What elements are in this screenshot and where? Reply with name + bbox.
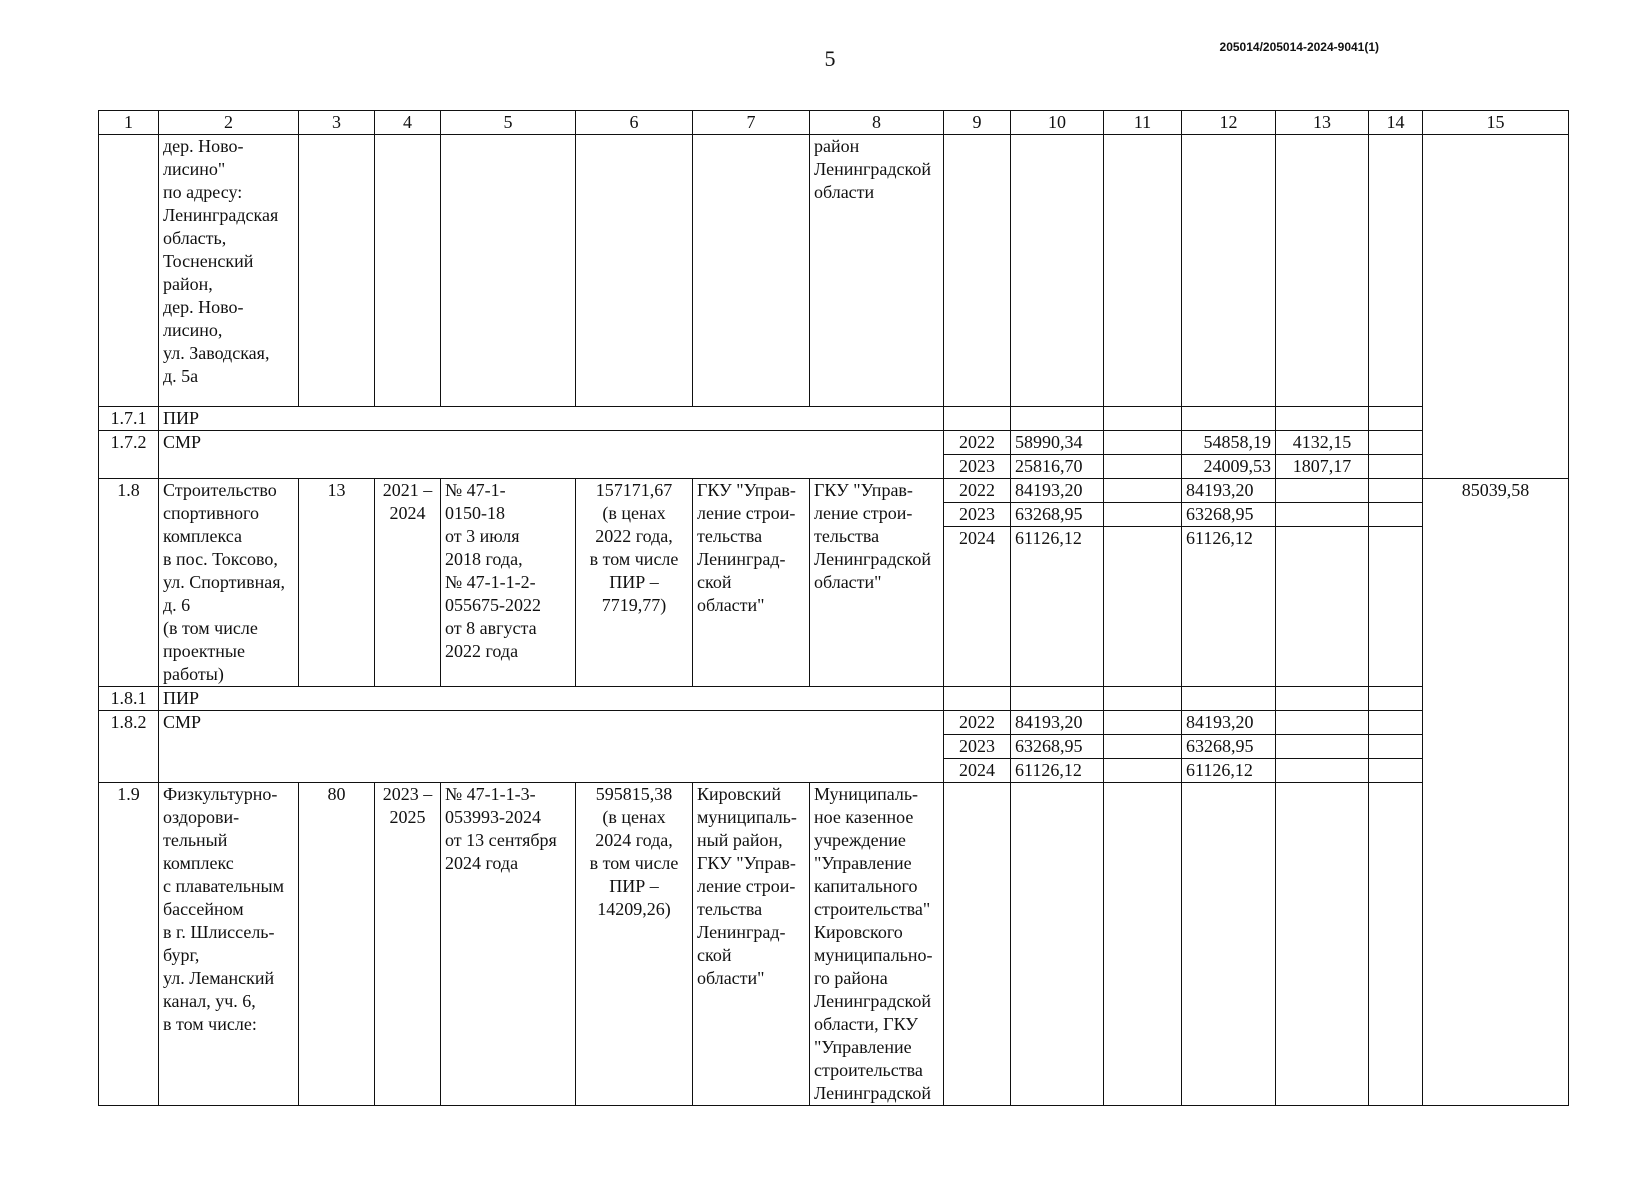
year-cell: 2023 xyxy=(944,735,1011,759)
year-cell: 2024 xyxy=(944,527,1011,687)
page-number: 5 xyxy=(824,46,836,71)
customer-cell: Муниципаль- ное казенное учреждение "Управление капитального строительства" Кировского муниципально- го района Ленинградской области, ГКУ "Управление строительства Ленинградской xyxy=(810,783,944,1106)
row-number: 1.7.2 xyxy=(99,431,159,479)
row-label: ПИР xyxy=(159,407,944,431)
customer-cell: ГКУ "Управ- ление строи- тельства Ленинградской области" xyxy=(810,479,944,687)
column-header: 3 xyxy=(299,111,375,135)
program-table xyxy=(98,110,1569,1106)
year-cell: 2022 xyxy=(944,431,1011,455)
row-number: 1.7.1 xyxy=(99,407,159,431)
value-cell: 63268,95 xyxy=(1011,503,1104,527)
document-id: 205014/205014-2024-9041(1) xyxy=(1219,40,1379,54)
expertise-cell: № 47-1- 0150-18 от 3 июля 2018 года, № 47-1-1-2- 055675-2022 от 8 августа 2022 года xyxy=(441,479,576,687)
column-header: 7 xyxy=(693,111,810,135)
year-cell: 2022 xyxy=(944,711,1011,735)
value-cell: 84193,20 xyxy=(1182,711,1276,735)
row-number: 1.9 xyxy=(99,783,159,1106)
value-cell: 63268,95 xyxy=(1182,503,1276,527)
column-header: 5 xyxy=(441,111,576,135)
column-header: 6 xyxy=(576,111,693,135)
table-row xyxy=(99,407,1569,431)
column-header: 8 xyxy=(810,111,944,135)
total-cell: 85039,58 xyxy=(1423,479,1569,1106)
column-header: 10 xyxy=(1011,111,1104,135)
year-cell: 2022 xyxy=(944,479,1011,503)
value-cell: 24009,53 xyxy=(1182,455,1276,479)
column-header: 13 xyxy=(1276,111,1369,135)
table-row xyxy=(99,687,1569,711)
value-cell: 1807,17 xyxy=(1276,455,1369,479)
year-cell: 2023 xyxy=(944,503,1011,527)
column-header: 14 xyxy=(1369,111,1423,135)
column-header: 9 xyxy=(944,111,1011,135)
object-name: дер. Ново- лисино" по адресу: Ленинградская область, Тосненский район, дер. Ново- лисино, ул. Заводская, д. 5а xyxy=(159,135,299,407)
row-number: 1.8.2 xyxy=(99,711,159,783)
expertise-cell: № 47-1-1-3- 053993-2024 от 13 сентября 2024 года xyxy=(441,783,576,1106)
year-cell: 2023 xyxy=(944,455,1011,479)
row-number: 1.8.1 xyxy=(99,687,159,711)
column-header: 4 xyxy=(375,111,441,135)
value-cell: 61126,12 xyxy=(1182,527,1276,687)
value-cell: 58990,34 xyxy=(1011,431,1104,455)
table-row xyxy=(99,431,1569,455)
object-name: Физкультурно- оздорови- тельный комплекс с плавательным бассейном в г. Шлиссель- бург, ул. Леманский канал, уч. 6, в том числе: xyxy=(159,783,299,1106)
column-number-row xyxy=(99,111,1569,135)
table-row xyxy=(99,479,1569,503)
cost-cell: 157171,67 (в ценах 2022 года, в том числе ПИР – 7719,77) xyxy=(576,479,693,687)
table-row xyxy=(99,135,1569,407)
row-label: СМР xyxy=(159,711,944,783)
developer-cell: ГКУ "Управ- ление строи- тельства Ленинград- ской области" xyxy=(693,479,810,687)
row-label: СМР xyxy=(159,431,944,479)
capacity-cell: 13 xyxy=(299,479,375,687)
value-cell: 63268,95 xyxy=(1011,735,1104,759)
capacity-cell: 80 xyxy=(299,783,375,1106)
period-cell: 2023 – 2025 xyxy=(375,783,441,1106)
value-cell: 61126,12 xyxy=(1011,527,1104,687)
period-cell: 2021 – 2024 xyxy=(375,479,441,687)
developer-cell: Кировский муниципаль- ный район, ГКУ "Управ- ление строи- тельства Ленинград- ской области" xyxy=(693,783,810,1106)
value-cell: 25816,70 xyxy=(1011,455,1104,479)
column-header: 12 xyxy=(1182,111,1276,135)
customer-cell: район Ленинградской области xyxy=(810,135,944,407)
column-header: 11 xyxy=(1104,111,1182,135)
value-cell: 84193,20 xyxy=(1182,479,1276,503)
table-row xyxy=(99,711,1569,735)
value-cell: 84193,20 xyxy=(1011,479,1104,503)
column-header: 1 xyxy=(99,111,159,135)
value-cell: 61126,12 xyxy=(1182,759,1276,783)
object-name: Строительство спортивного комплекса в пос. Токсово, ул. Спортивная, д. 6 (в том числе проектные работы) xyxy=(159,479,299,687)
column-header: 15 xyxy=(1423,111,1569,135)
value-cell: 4132,15 xyxy=(1276,431,1369,455)
value-cell: 63268,95 xyxy=(1182,735,1276,759)
year-cell: 2024 xyxy=(944,759,1011,783)
value-cell: 54858,19 xyxy=(1182,431,1276,455)
value-cell: 84193,20 xyxy=(1011,711,1104,735)
row-label: ПИР xyxy=(159,687,944,711)
row-number: 1.8 xyxy=(99,479,159,687)
table-row xyxy=(99,783,1569,1106)
value-cell: 61126,12 xyxy=(1011,759,1104,783)
column-header: 2 xyxy=(159,111,299,135)
cost-cell: 595815,38 (в ценах 2024 года, в том числе ПИР – 14209,26) xyxy=(576,783,693,1106)
